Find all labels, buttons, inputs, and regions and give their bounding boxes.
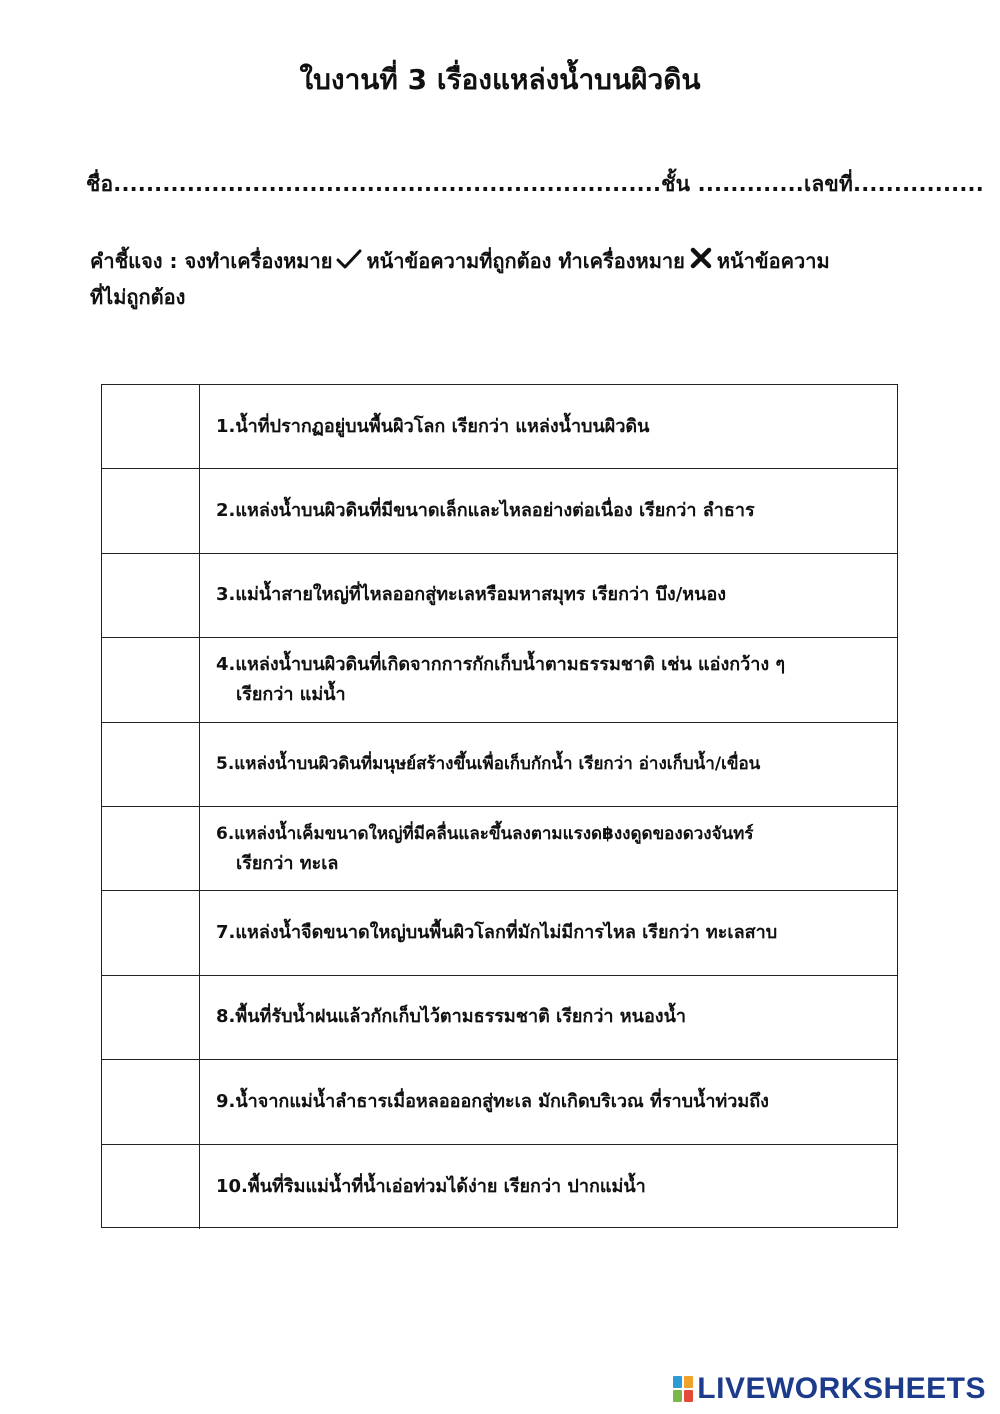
statement-7	[216, 891, 891, 974]
statement-text: 6.แหล่งน้ำเค็มขนาดใหญ่ที่มีคลื่นและขึ้นลงตามแรงด฿งงดูดของดวงจันทร์	[216, 823, 754, 844]
statement-text-continued: เรียกว่า แม่น้ำ	[236, 683, 346, 705]
answer-box-7[interactable]	[102, 891, 200, 974]
instructions-text-2: หน้าข้อความที่ถูกต้อง ทำเครื่องหมาย	[366, 249, 685, 273]
table-row	[102, 638, 897, 722]
logo-tile	[684, 1390, 693, 1402]
check-icon	[336, 246, 362, 280]
table-row	[102, 554, 897, 638]
table-row	[102, 807, 897, 891]
statement-text: 8.พื้นที่รับน้ำฝนแล้วกักเก็บไว้ตามธรรมชาติ เรียกว่า หนองน้ำ	[216, 1006, 686, 1028]
statement-text: 10.พื้นที่ริมแม่น้ำที่น้ำเอ่อท่วมได้ง่าย เรียกว่า ปากแม่น้ำ	[216, 1175, 646, 1197]
answer-box-6[interactable]	[102, 807, 200, 890]
instructions	[90, 244, 970, 314]
answer-box-5[interactable]	[102, 723, 200, 806]
statement-text: 1.น้ำที่ปรากฏอยู่บนพื้นผิวโลก เรียกว่า แหล่งน้ำบนผิวดิน	[216, 415, 650, 437]
instructions-text-4: ที่ไม่ถูกต้อง	[90, 284, 186, 309]
table-row	[102, 891, 897, 975]
statements-table	[101, 384, 898, 1228]
instructions-text-1: คำชี้แจง : จงทำเครื่องหมาย	[90, 249, 333, 273]
answer-box-4[interactable]	[102, 638, 200, 721]
table-row	[102, 723, 897, 807]
statement-text: 4.แหล่งน้ำบนผิวดินที่เกิดจากการกักเก็บน้ำตามธรรมชาติ เช่น แอ่งกว้าง ๆ	[216, 653, 786, 675]
statement-text: 3.แม่น้ำสายใหญ่ที่ไหลออกสู่ทะเลหรือมหาสมุทร เรียกว่า บึง/หนอง	[216, 584, 727, 606]
table-row	[102, 1145, 897, 1229]
statement-2	[216, 469, 891, 552]
statement-9	[216, 1060, 891, 1143]
statement-text: 9.น้ำจากแม่น้ำลำธารเมื่อหลอออกสู่ทะเล มักเกิดบริเวณ ที่ราบน้ำท่วมถึง	[216, 1090, 769, 1112]
answer-box-1[interactable]	[102, 385, 200, 468]
answer-box-10[interactable]	[102, 1145, 200, 1229]
instructions-text-3: หน้าข้อความ	[716, 249, 830, 273]
answer-box-2[interactable]	[102, 469, 200, 552]
logo-tile	[684, 1376, 693, 1388]
worksheet-title: ใบงานที่ 3 เรื่องแหล่งน้ำบนผิวดิน	[299, 63, 701, 96]
statement-4	[216, 638, 891, 721]
statement-text: 7.แหล่งน้ำจืดขนาดใหญ่บนพื้นผิวโลกที่มักไม่มีการไหล เรียกว่า ทะเลสาบ	[216, 922, 778, 944]
statement-6	[216, 807, 891, 890]
statement-text: 2.แหล่งน้ำบนผิวดินที่มีขนาดเล็กและไหลอย่างต่อเนื่อง เรียกว่า ลำธาร	[216, 500, 755, 522]
table-row	[102, 469, 897, 553]
logo-text: LIVEWORKSHEETS	[697, 1372, 986, 1405]
logo-tile	[673, 1376, 682, 1388]
logo-tile	[673, 1390, 682, 1402]
statement-5	[216, 723, 891, 806]
logo-tiles-icon	[673, 1376, 693, 1402]
table-row	[102, 385, 897, 469]
liveworksheets-logo[interactable]	[673, 1372, 986, 1406]
table-row	[102, 976, 897, 1060]
table-row	[102, 1060, 897, 1144]
cross-icon	[689, 246, 713, 280]
answer-box-9[interactable]	[102, 1060, 200, 1143]
answer-box-8[interactable]	[102, 976, 200, 1059]
statement-10	[216, 1145, 891, 1229]
statement-text: 5.แหล่งน้ำบนผิวดินที่มนุษย์สร้างขึ้นเพื่อเก็บกักน้ำ เรียกว่า อ่างเก็บน้ำ/เขื่อน	[216, 754, 761, 775]
statement-text-continued: เรียกว่า ทะเล	[236, 852, 339, 874]
statement-1	[216, 385, 891, 468]
statement-3	[216, 554, 891, 637]
statement-8	[216, 976, 891, 1059]
student-info-line: ชื่อ...................................................................ชั้น .............เลขที่................	[86, 172, 984, 196]
answer-box-3[interactable]	[102, 554, 200, 637]
